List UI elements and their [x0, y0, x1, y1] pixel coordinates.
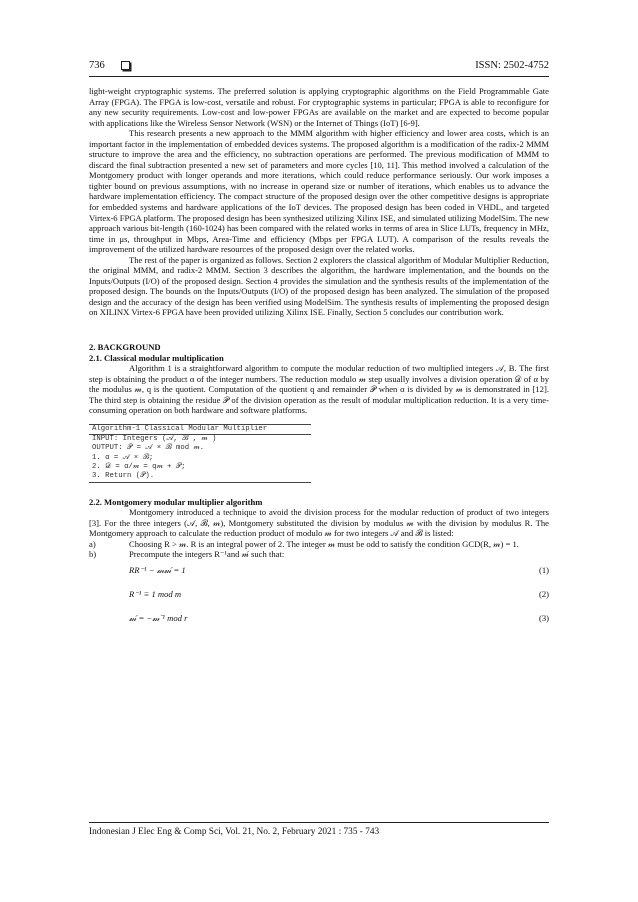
list-item-text: Precompute the integers R⁻¹and 𝓂́ such that:: [129, 549, 285, 560]
algorithm-line: INPUT: Integers (𝒜, ℬ , 𝓂 ): [92, 435, 217, 444]
equation-expression: 𝓂́ = −𝓂⁻¹ mod r: [129, 612, 188, 623]
list-item-label: a): [89, 538, 96, 549]
algorithm-line: 1. α = 𝒜 × ℬ;: [92, 453, 154, 462]
body-text: [89, 86, 549, 632]
equation-number: (3): [538, 612, 549, 623]
intro-paragraph-3: The rest of the paper is organized as follows. Section 2 explorers the classical algorithm of Modular Multiplier Reduction, the original MMM, and radix-2 MMM. Section 3 describes the algorithm, the hardware implementation, and the bounds on the Inputs/Outputs (I/O) of the proposed design. Section 4 provides the simulation and the synthesis results of the implementation of the proposed design. The bounds on the Inputs/Outputs (I/O) of the proposed design has been analyzed. The simulation of the proposed design and the accuracy of the design has been verified using ModelSim. The synthesis results of implementing the proposed design on XILINX Virtex-6 FPGA have been provided utilizing Xilinx ISE. Finally, Section 5 concludes our contribution work.: [89, 254, 549, 318]
algorithm-title: Algorithm-1 Classical Modular Multiplier: [89, 424, 311, 435]
page-number: 736: [89, 60, 105, 71]
subsection-heading-montgomery: 2.2. Montgomery modular multiplier algorithm: [89, 496, 263, 507]
issn-label: ISSN: 2502-4752: [475, 60, 549, 71]
list-item: [89, 539, 549, 550]
algorithm-line: 2. 𝒟 = α/𝓂 = q𝓂 + 𝒫;: [92, 463, 186, 472]
equation-2: [89, 584, 549, 608]
equation-number: (2): [538, 588, 549, 599]
algorithm-box: [89, 424, 311, 483]
algorithm-line: 3. Return (𝒫).: [89, 472, 311, 482]
equation-3: [89, 608, 549, 632]
equation-expression: R⁻¹ ≡ 1 mod m: [129, 588, 182, 599]
list-item-text: Choosing R > 𝓂. R is an integral power of 2. The integer 𝓂 must be odd to satisfy the condition GCD(R, 𝓂) = 1.: [129, 538, 519, 549]
running-footer: [89, 822, 549, 837]
square-bullet-icon: [121, 61, 130, 70]
journal-citation: Indonesian J Elec Eng & Comp Sci, Vol. 21, No. 2, February 2021 : 735 - 743: [89, 827, 380, 837]
equation-expression: RR⁻¹ − 𝓂𝓂́ = 1: [129, 564, 186, 575]
list-item: [89, 549, 549, 560]
equation-1: [89, 560, 549, 584]
intro-paragraph-2: This research presents a new approach to the MMM algorithm with higher efficiency and lower area costs, which is an important factor in the implementation of embedded devices systems. The proposed algorithm is a modification of the radix-2 MMM structure to improve the area and the efficiency, no subtraction operations are performed. The previous modification of MMM to discard the final subtraction presented a new set of parameters and more cycles [10, 11]. This method involved a calculation of the Montgomery product with longer operands and more iterations, which could reduce performance seriously. Our work imposes a tighter bound on previous assumptions, with no increase in operand size or number of iterations, which enables us to advance the hardware implementation efficiency. The compact structure of the proposed design over the other competitive designs is appropriate for embedded systems and hardware applications of the IoT devices. The proposed design has been coded in VHDL, and targeted Virtex-6 FPGA platform. The proposed design has been synthesized utilizing Xilinx ISE, and simulated utilizing ModelSim. The new approach various bit-length (160-1024) has been compared with the related works in terms of area in Slice LUTs, frequency in MHz, time in μs, throughput in Mbps, Area-Time and efficiency (Mbps per FPGA LUT). A comparison of the results reveals the improvement of the utilized hardware resources of the proposed design over the related works.: [89, 128, 549, 255]
classical-paragraph: Algorithm 1 is a straightforward algorithm to compute the modular reduction of two multiplied integers 𝒜, B. The first step is obtaining the product α of the integer numbers. The reduction modulo 𝓂 step usually involves a division operation 𝒟 of α by the modulus 𝓂, q is the quotient. Computation of the quotient q and remainder 𝒫 when α is divided by 𝓂 is demonstrated in [12]. The third step is obtaining the residue 𝒫 of the division operation as the result of modular multiplication reduction. It is a very time-consuming operation on both hardware and software platforms.: [89, 363, 549, 416]
equation-number: (1): [538, 564, 549, 575]
subsection-heading-classical: 2.1. Classical modular multiplication: [89, 352, 224, 363]
list-item-label: b): [89, 549, 97, 560]
montgomery-paragraph: Montgomery introduced a technique to avoid the division process for the modular reduction of product of two integers [3]. For the three integers (𝒜, ℬ, 𝓂), Montgomery substituted the division by modulus 𝓂 with the division by modulus R. The Montgomery approach to calculate the reduction product of modulo 𝓂 for two integers 𝒜 and ℬ is listed:: [89, 507, 549, 539]
intro-paragraph-1: light-weight cryptographic systems. The preferred solution is applying cryptographic algorithms on the Field Programmable Gate Array (FPGA). The FPGA is low-cost, versatile and robust. For cryptographic systems in particular; FPGA is able to reconfigure for any new security requirements. Low-cost and low-power FPGAs are available on the market and are expected to become popular with applications like the Wireless Sensor Network (WSN) or the Internet of Things (IoT) [6-9].: [89, 86, 549, 128]
algorithm-line: OUTPUT: 𝒫 = 𝒜 × ℬ mod 𝓂.: [92, 444, 205, 453]
running-header: [89, 60, 549, 77]
section-heading-background: 2. BACKGROUND: [89, 342, 161, 353]
